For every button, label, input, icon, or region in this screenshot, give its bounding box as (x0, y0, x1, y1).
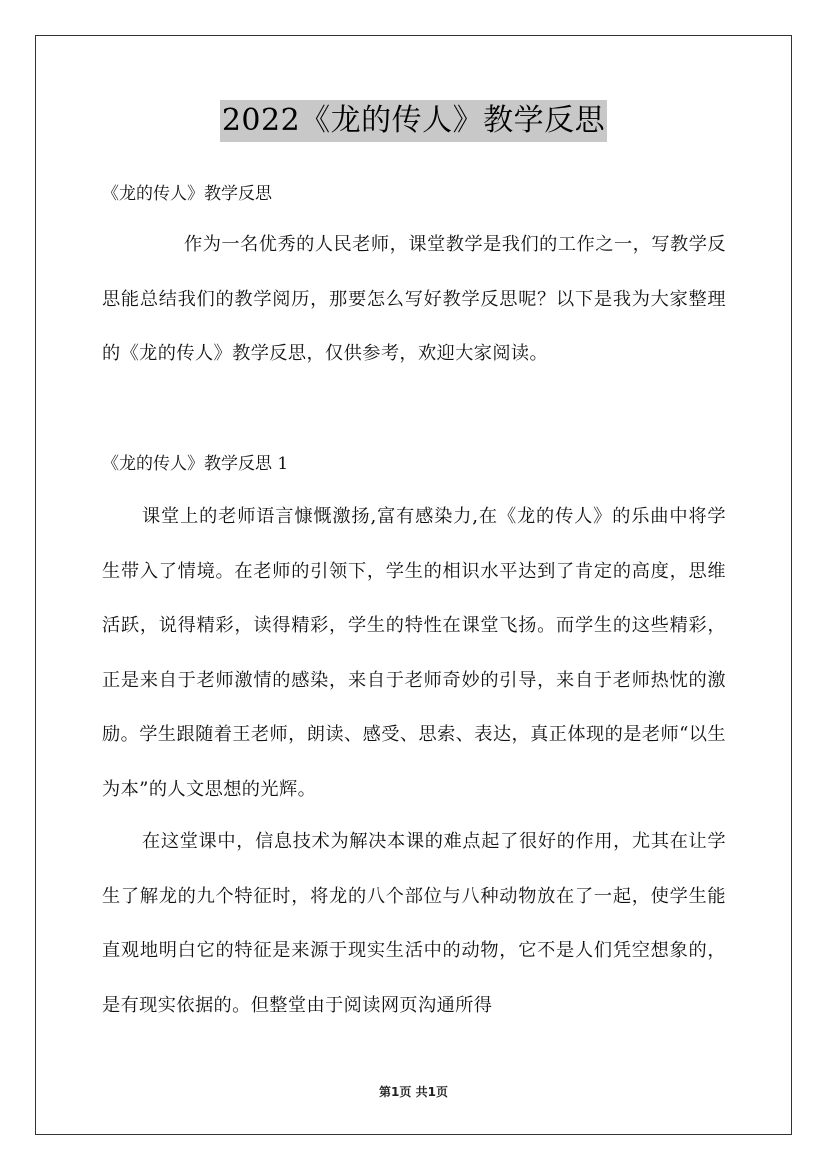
page-label-suffix: 页 (435, 1085, 448, 1099)
page-current: 1 (391, 1085, 400, 1099)
body-paragraph-1: 课堂上的老师语言慷慨激扬,富有感染力,在《龙的传人》的乐曲中将学生带入了情境。在老师的引领下，学生的相识水平达到了肯定的高度，思维活跃，说得精彩，读得精彩，学生的特性在课堂飞扬。而学生的这些精彩，正是来自于老师激情的感染，来自于老师奇妙的引导，来自于老师热忱的激励。学生跟随着王老师，朗读、感受、思索、表达，真正体现的是老师“以生为本”的人文思想的光辉。 (102, 506, 726, 800)
page-label-prefix: 第 (379, 1085, 392, 1099)
body-paragraph-2: 在这堂课中，信息技术为解决本课的难点起了很好的作用，尤其在让学生了解龙的九个特征时，将龙的八个部位与八种动物放在了一起，使学生能直观地明白它的特征是来源于现实生活中的动物，它不是人们凭空想象的，是有现实依据的。但整堂由于阅读网页沟通所得 (102, 831, 726, 1016)
page-label-mid: 页 共 (399, 1085, 428, 1099)
document-subtitle: 《龙的传人》教学反思 (102, 184, 272, 204)
page-footer (0, 1083, 827, 1100)
title-container (0, 100, 827, 142)
intro-paragraph: 作为一名优秀的人民老师，课堂教学是我们的工作之一，写教学反思能总结我们的教学阅历，那要怎么写好教学反思呢？以下是我为大家整理的《龙的传人》教学反思，仅供参考，欢迎大家阅读。 (102, 234, 726, 364)
document-title: 2022《龙的传人》教学反思 (220, 100, 607, 142)
page-total: 1 (427, 1085, 436, 1099)
section-heading: 《龙的传人》教学反思 1 (102, 454, 289, 474)
